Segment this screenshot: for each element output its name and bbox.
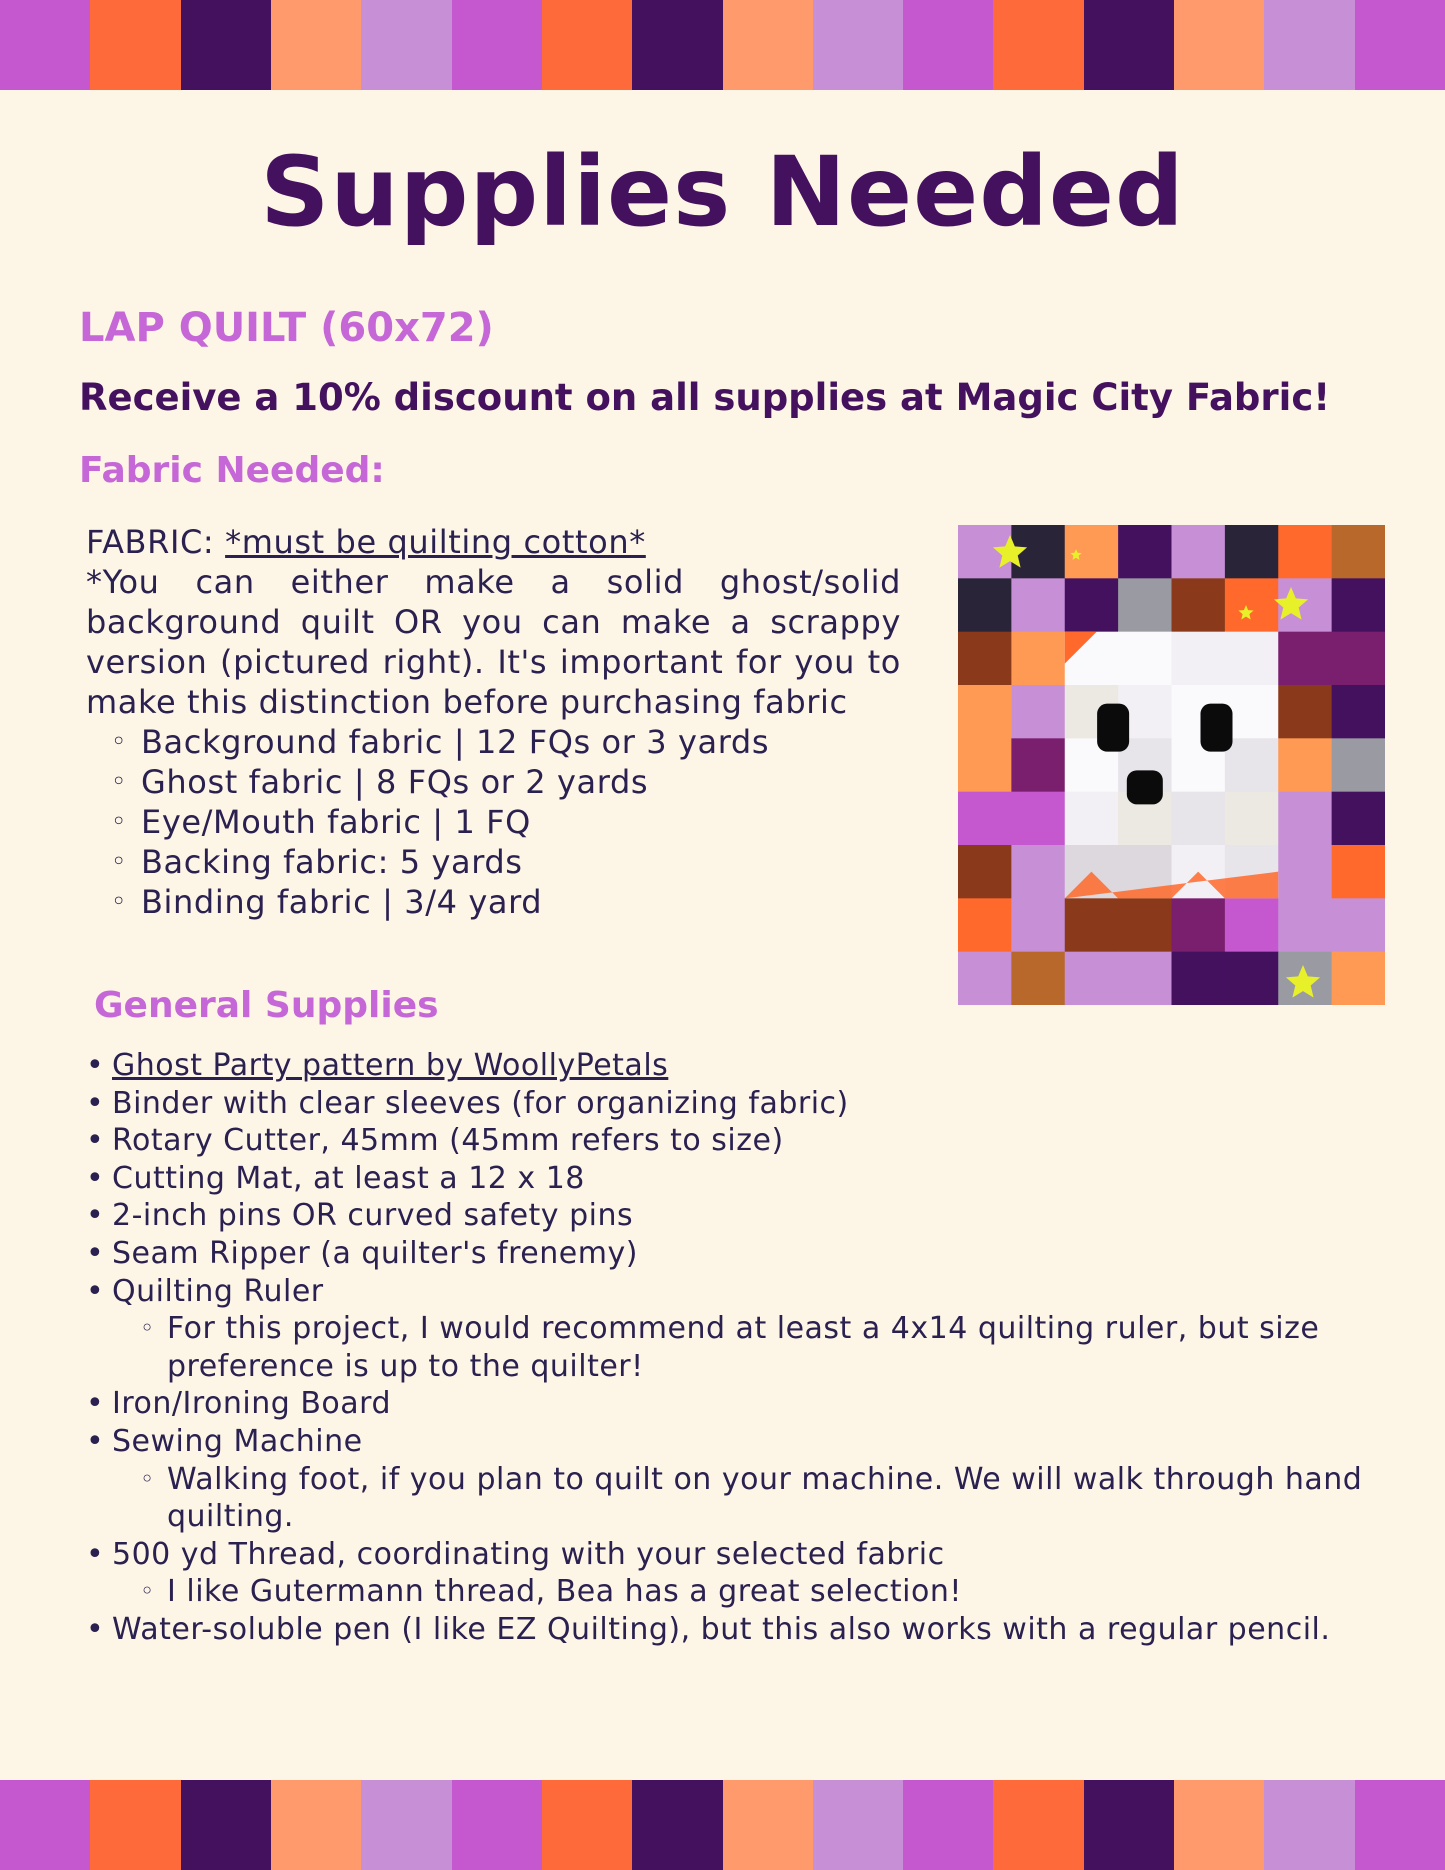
list-item: • Rotary Cutter, 45mm (45mm refers to size) xyxy=(84,1122,1384,1160)
quilt-patch xyxy=(1172,792,1226,846)
pattern-link[interactable]: Ghost Party pattern by WoollyPetals xyxy=(112,1048,669,1083)
quilt-patch xyxy=(1225,685,1279,739)
general-supplies-heading: General Supplies xyxy=(94,985,439,1026)
quilt-patch xyxy=(1065,898,1119,952)
discount-notice: Receive a 10% discount on all supplies at Magic City Fabric! xyxy=(79,376,1331,419)
list-item[interactable] xyxy=(84,1047,1384,1085)
quilt-patch xyxy=(1278,632,1332,686)
nested-list-item: ◦ For this project, I would recommend at least a 4x14 quilting ruler, but size preference is up to the quilter! xyxy=(167,1310,1384,1385)
quilt-patch xyxy=(958,898,1012,952)
stripe-block xyxy=(361,1780,451,1870)
list-item: • Iron/Ironing Board xyxy=(84,1385,1384,1423)
top-stripe-border xyxy=(0,0,1445,90)
list-item xyxy=(84,1536,1384,1611)
nested-list-item: ◦ I like Gutermann thread, Bea has a great selection! xyxy=(167,1573,1384,1611)
quilt-patch xyxy=(1172,525,1226,579)
fabric-section xyxy=(86,522,901,922)
quilt-patch xyxy=(958,632,1012,686)
stripe-block xyxy=(90,0,180,90)
quilt-patch xyxy=(1278,738,1332,792)
fabric-label: FABRIC: xyxy=(86,523,226,561)
stripe-block xyxy=(813,0,903,90)
ghost-eye-icon xyxy=(1097,704,1129,752)
stripe-block xyxy=(181,1780,271,1870)
quilt-patch xyxy=(1172,578,1226,632)
quilt-patch xyxy=(1278,898,1332,952)
stripe-block xyxy=(1264,0,1354,90)
quilt-patch xyxy=(958,845,1012,899)
stripe-block xyxy=(90,1780,180,1870)
quilt-patch xyxy=(1225,952,1279,1005)
stripe-block xyxy=(1174,1780,1264,1870)
stripe-block xyxy=(271,0,361,90)
fabric-label-line xyxy=(86,522,901,562)
list-item: • Water-soluble pen (I like EZ Quilting), but this also works with a regular pencil. xyxy=(84,1611,1384,1649)
fabric-needed-heading: Fabric Needed: xyxy=(79,450,385,491)
stripe-block xyxy=(181,0,271,90)
list-item: ◦ Eye/Mouth fabric | 1 FQ xyxy=(141,802,901,842)
stripe-block xyxy=(0,0,90,90)
stripe-block xyxy=(903,0,993,90)
fabric-distinction-note: *You can either make a solid ghost/solid background quilt OR you can make a scrappy version (pictured right). It's important for you to make this distinction before purchasing fabric xyxy=(86,563,901,721)
quilt-patch xyxy=(1065,952,1119,1005)
quilt-patch xyxy=(1225,525,1279,579)
quilt-patch xyxy=(1011,792,1065,846)
list-item: ◦ Ghost fabric | 8 FQs or 2 yards xyxy=(141,762,901,802)
quilt-patch xyxy=(1278,525,1332,579)
stripe-block xyxy=(723,1780,813,1870)
quilt-patch xyxy=(1011,898,1065,952)
quilt-patch xyxy=(1011,578,1065,632)
stripe-block xyxy=(813,1780,903,1870)
bottom-stripe-border xyxy=(0,1780,1445,1870)
quilt-patch xyxy=(1118,632,1172,686)
list-item: • Binder with clear sleeves (for organizing fabric) xyxy=(84,1085,1384,1123)
quilt-patch xyxy=(1118,525,1172,579)
stripe-block xyxy=(903,1780,993,1870)
list-item xyxy=(84,1273,1384,1386)
list-item-label: 500 yd Thread, coordinating with your selected fabric xyxy=(112,1536,945,1572)
stripe-block xyxy=(723,0,813,90)
stripe-block xyxy=(632,0,722,90)
stripe-block xyxy=(1084,0,1174,90)
list-item: • Cutting Mat, at least a 12 x 18 xyxy=(84,1160,1384,1198)
page-title: Supplies Needed xyxy=(260,136,1185,248)
quilt-patch xyxy=(1332,845,1385,899)
quilt-patch xyxy=(1332,898,1385,952)
ghost-quilt-photo xyxy=(958,525,1385,1005)
quilt-patch xyxy=(1225,738,1279,792)
quilt-patch xyxy=(1225,898,1279,952)
stripe-block xyxy=(993,0,1083,90)
stripe-block xyxy=(1355,0,1445,90)
list-item: ◦ Background fabric | 12 FQs or 3 yards xyxy=(141,722,901,762)
quilt-patch xyxy=(1011,632,1065,686)
list-item xyxy=(84,1423,1384,1536)
stripe-block xyxy=(542,0,632,90)
quilt-patch xyxy=(1332,738,1385,792)
quilt-patch xyxy=(1172,632,1226,686)
stripe-block xyxy=(1264,1780,1354,1870)
quilt-size-heading: LAP QUILT (60x72) xyxy=(79,305,494,351)
quilt-patch xyxy=(1332,632,1385,686)
quilt-patch xyxy=(1225,578,1279,632)
list-item: ◦ Backing fabric: 5 yards xyxy=(141,842,901,882)
quilt-patch xyxy=(958,792,1012,846)
quilt-patch xyxy=(958,952,1012,1005)
quilt-patch xyxy=(1278,792,1332,846)
quilt-patch xyxy=(1278,845,1332,899)
quilt-patch xyxy=(1118,898,1172,952)
general-supplies-list xyxy=(84,1047,1384,1649)
fabric-list xyxy=(86,722,901,922)
quilt-patch xyxy=(1332,578,1385,632)
quilt-patch xyxy=(1332,952,1385,1005)
quilt-patch xyxy=(1225,792,1279,846)
quilt-patch xyxy=(1332,685,1385,739)
quilt-patch xyxy=(958,578,1012,632)
stripe-block xyxy=(1084,1780,1174,1870)
quilt-patch xyxy=(958,685,1012,739)
quilt-patch xyxy=(1011,845,1065,899)
quilt-patch xyxy=(1172,898,1226,952)
list-item: ◦ Binding fabric | 3/4 yard xyxy=(141,882,901,922)
quilt-patch xyxy=(1118,578,1172,632)
ghost-mouth-icon xyxy=(1127,770,1163,804)
ghost-eye-icon xyxy=(1201,704,1233,752)
ghost-icon xyxy=(958,525,1385,1005)
stripe-block xyxy=(1355,1780,1445,1870)
quilt-patch xyxy=(1225,632,1279,686)
stripe-block xyxy=(452,1780,542,1870)
stripe-block xyxy=(1174,0,1264,90)
quilt-patch xyxy=(1278,685,1332,739)
quilt-patch xyxy=(1065,578,1119,632)
list-item: • Seam Ripper (a quilter's frenemy) xyxy=(84,1235,1384,1273)
quilting-cotton-note: *must be quilting cotton* xyxy=(225,523,646,561)
quilt-patch xyxy=(1332,792,1385,846)
stripe-block xyxy=(632,1780,722,1870)
quilt-patch xyxy=(1065,792,1119,846)
quilt-patch xyxy=(1011,952,1065,1005)
quilt-patch xyxy=(1172,952,1226,1005)
quilt-patch xyxy=(1011,685,1065,739)
quilt-patch xyxy=(1118,952,1172,1005)
list-item-label: Sewing Machine xyxy=(112,1423,363,1459)
stripe-block xyxy=(993,1780,1083,1870)
quilt-patch xyxy=(958,738,1012,792)
stripe-block xyxy=(0,1780,90,1870)
quilt-patch xyxy=(1011,738,1065,792)
list-item-label: Quilting Ruler xyxy=(112,1273,324,1309)
list-item: • 2-inch pins OR curved safety pins xyxy=(84,1197,1384,1235)
stripe-block xyxy=(271,1780,361,1870)
quilt-patch xyxy=(1065,525,1119,579)
nested-list-item: ◦ Walking foot, if you plan to quilt on your machine. We will walk through hand quilting. xyxy=(167,1461,1384,1536)
stripe-block xyxy=(542,1780,632,1870)
stripe-block xyxy=(452,0,542,90)
quilt-patch xyxy=(1332,525,1385,579)
stripe-block xyxy=(361,0,451,90)
